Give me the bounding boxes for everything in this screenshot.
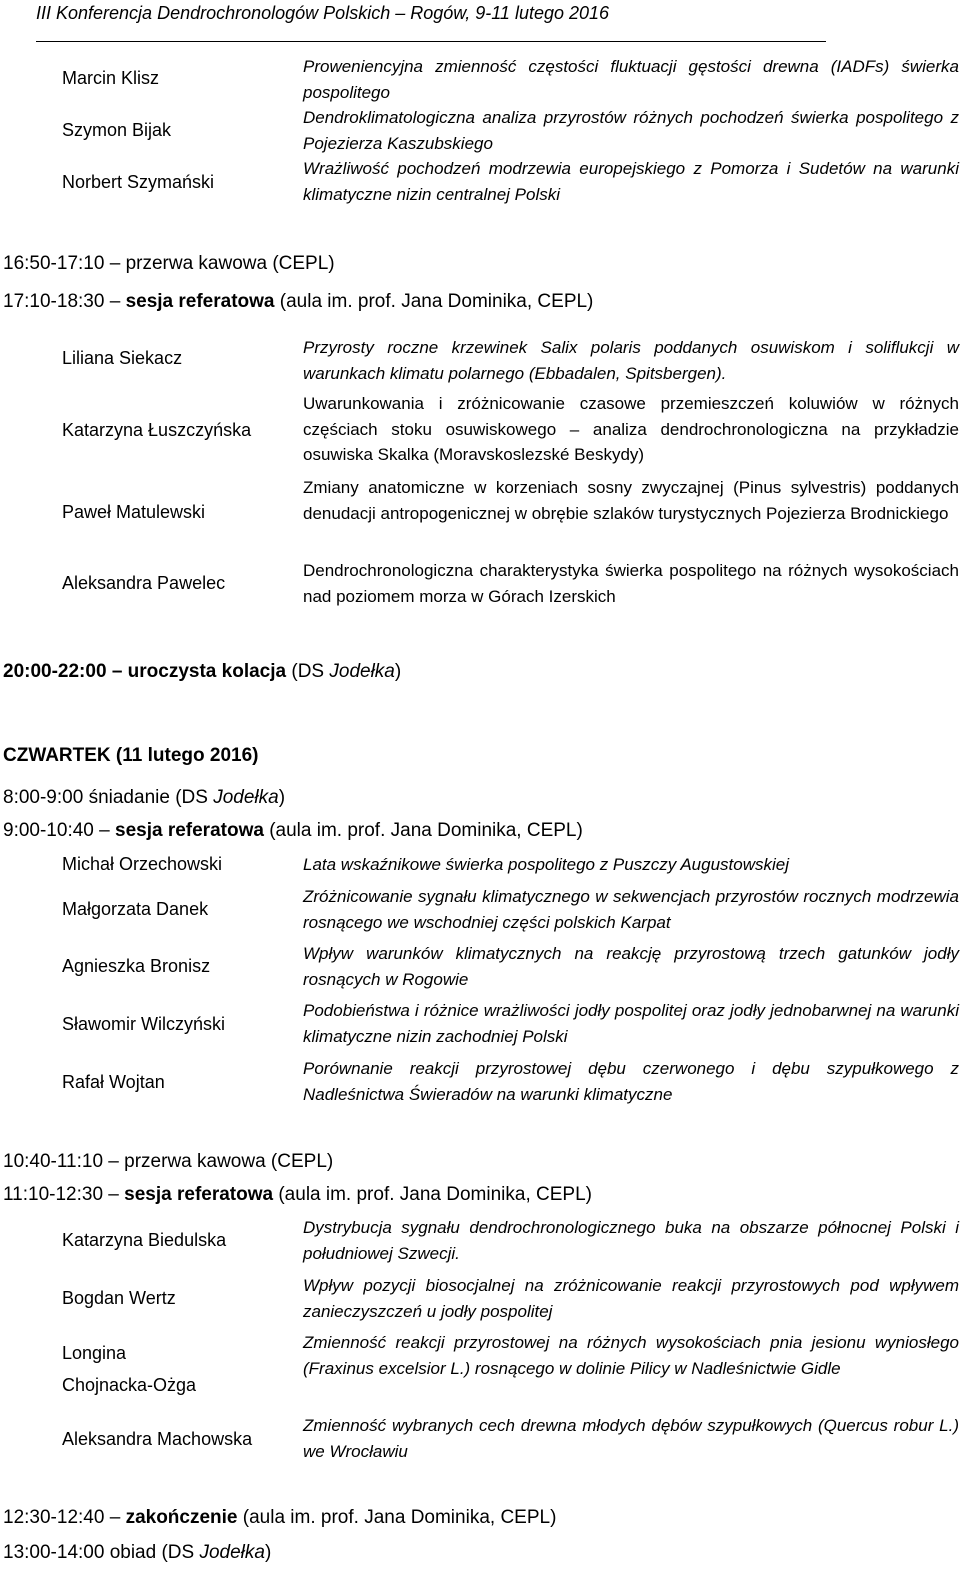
talk-title: Uwarunkowania i zróżnicowanie czasowe przemieszczeń koluwiów w różnych częściach stoku osuwiskowego – analiza dendrochronologiczna na przykładzie osuwiska Skalka (Moravskoslezské Beskydy)	[303, 394, 959, 464]
event-place-close: )	[264, 1542, 272, 1563]
speaker-name: Aleksandra Pawelec	[62, 573, 226, 593]
header-text: III Konferencja Dendrochronologów Polskich – Rogów, 9-11 lutego 2016	[36, 3, 610, 23]
event-place: (aula im. prof. Jana Dominika, CEPL)	[269, 820, 583, 841]
time-range: 16:50-17:10	[3, 253, 105, 274]
schedule-line-session	[3, 1183, 592, 1207]
event-place-name: Jodełka	[329, 661, 395, 682]
talk-title: Porównanie reakcji przyrostowej dębu czerwonego i dębu szypułkowego z Nadleśnictwa Świeradów na warunki klimatyczne	[303, 1059, 959, 1104]
dash: –	[109, 253, 121, 274]
speaker-name: Sławomir Wilczyński	[62, 1014, 226, 1034]
event-place-name: Jodełka	[199, 1542, 265, 1563]
time-range: 11:10-12:30	[3, 1184, 104, 1205]
schedule-line-coffee-break	[3, 252, 335, 276]
speaker-name: Rafał Wojtan	[62, 1072, 165, 1092]
schedule-line-session	[3, 819, 583, 843]
talk-title: Podobieństwa i różnice wrażliwości jodły pospolitej oraz jodły jednobarwnej na warunki klimatyczne nizin zachodniej Polski	[303, 1001, 959, 1046]
speaker-name: Michał Orzechowski	[62, 854, 223, 874]
talk-title: Zmienność reakcji przyrostowej na różnych wysokościach pnia jesionu wyniosłego (Fraxinus excelsior L.) rosnącego w dolinie Pilicy w Nadleśnictwie Gidle	[303, 1333, 959, 1378]
speaker-name: Norbert Szymański	[62, 172, 215, 192]
speaker-name: Aleksandra Machowska	[62, 1429, 253, 1449]
dash: –	[108, 1151, 119, 1172]
dash: –	[111, 661, 123, 682]
speaker-name: Katarzyna Biedulska	[62, 1230, 227, 1250]
schedule-line-dinner	[3, 660, 401, 684]
speaker-name-continued: Chojnacka-Ożga	[62, 1375, 197, 1395]
speaker-name: Małgorzata Danek	[62, 899, 209, 919]
event-label: sesja referatowa	[125, 291, 275, 312]
dash: –	[109, 291, 121, 312]
event-label: uroczysta kolacja	[127, 661, 287, 682]
dash: –	[109, 1507, 121, 1528]
time-range: 20:00-22:00	[3, 661, 107, 682]
event-label: sesja referatowa	[124, 1184, 274, 1205]
event-label: obiad (DS	[109, 1542, 200, 1563]
day-heading: CZWARTEK (11 lutego 2016)	[3, 745, 259, 766]
event-label: przerwa kawowa (CEPL)	[125, 253, 335, 274]
schedule-line-closing	[3, 1506, 556, 1530]
talk-title: Przyrosty roczne krzewinek Salix polaris poddanych osuwiskom i soliflukcji w warunkach klimatu polarnego (Ebbadalen, Spitsbergen).	[303, 338, 959, 383]
talk-title: Zróżnicowanie sygnału klimatycznego w sekwencjach przyrostów rocznych modrzewia rosnącego we wschodniej części polskich Karpat	[303, 887, 959, 932]
event-place: (aula im. prof. Jana Dominika, CEPL)	[278, 1184, 592, 1205]
talk-title: Zmienność wybranych cech drewna młodych dębów szypułkowych (Quercus robur L.) we Wrocławiu	[303, 1416, 959, 1461]
event-place-close: )	[394, 661, 402, 682]
speaker-name: Katarzyna Łuszczyńska	[62, 420, 252, 440]
event-place: (aula im. prof. Jana Dominika, CEPL)	[242, 1507, 557, 1528]
event-place-name: Jodełka	[213, 787, 279, 808]
page-header	[36, 2, 826, 42]
event-place: (DS	[291, 661, 330, 682]
event-label: sesja referatowa	[115, 820, 264, 841]
dash: –	[99, 820, 110, 841]
time-range: 12:30-12:40	[3, 1507, 105, 1528]
speaker-name: Marcin Klisz	[62, 68, 160, 88]
talk-title: Dendroklimatologiczna analiza przyrostów różnych pochodzeń świerka pospolitego z Pojezierza Kaszubskiego	[303, 108, 959, 153]
time-range: 8:00-9:00	[3, 787, 84, 808]
time-range: 9:00-10:40	[3, 820, 94, 841]
speaker-name: Agnieszka Bronisz	[62, 956, 211, 976]
talk-title: Wpływ warunków klimatycznych na reakcję przyrostową trzech gatunków jodły rosnących w Rogowie	[303, 944, 959, 989]
speaker-name: Szymon Bijak	[62, 120, 172, 140]
talk-title: Proweniencyjna zmienność częstości fluktuacji gęstości drewna (IADFs) świerka pospolitego	[303, 57, 959, 102]
speaker-name: Bogdan Wertz	[62, 1288, 176, 1308]
event-label: przerwa kawowa (CEPL)	[124, 1151, 334, 1172]
time-range: 17:10-18:30	[3, 291, 105, 312]
schedule-line-coffee-break	[3, 1150, 333, 1174]
talk-title: Wrażliwość pochodzeń modrzewia europejskiego z Pomorza i Sudetów na warunki klimatyczne nizin centralnej Polski	[303, 159, 959, 204]
schedule-line-breakfast	[3, 786, 285, 810]
event-place-close: )	[278, 787, 286, 808]
talk-title: Dendrochronologiczna charakterystyka świerka pospolitego na różnych wysokościach nad poziomem morza w Górach Izerskich	[303, 561, 959, 606]
time-range: 10:40-11:10	[3, 1151, 104, 1172]
event-place: (aula im. prof. Jana Dominika, CEPL)	[279, 291, 594, 312]
time-range: 13:00-14:00	[3, 1542, 105, 1563]
schedule-line-session	[3, 290, 593, 314]
event-label: śniadanie (DS	[88, 787, 214, 808]
speaker-name: Paweł Matulewski	[62, 502, 206, 522]
talk-title: Lata wskaźnikowe świerka pospolitego z Puszczy Augustowskiej	[303, 855, 789, 874]
speaker-name: Longina	[62, 1343, 127, 1363]
event-label: zakończenie	[125, 1507, 238, 1528]
dash: –	[108, 1184, 119, 1205]
speaker-name: Liliana Siekacz	[62, 348, 183, 368]
talk-title: Dystrybucja sygnału dendrochronologicznego buka na obszarze północnej Polski i południowej Szwecji.	[303, 1218, 959, 1263]
talk-title: Zmiany anatomiczne w korzeniach sosny zwyczajnej (Pinus sylvestris) poddanych denudacji antropogenicznej w obrębie szlaków turystycznych Pojezierza Brodnickiego	[303, 478, 959, 523]
talk-title: Wpływ pozycji biosocjalnej na zróżnicowanie reakcji przyrostowych pod wpływem zanieczyszczeń u jodły pospolitej	[303, 1276, 959, 1321]
schedule-line-lunch	[3, 1541, 271, 1565]
